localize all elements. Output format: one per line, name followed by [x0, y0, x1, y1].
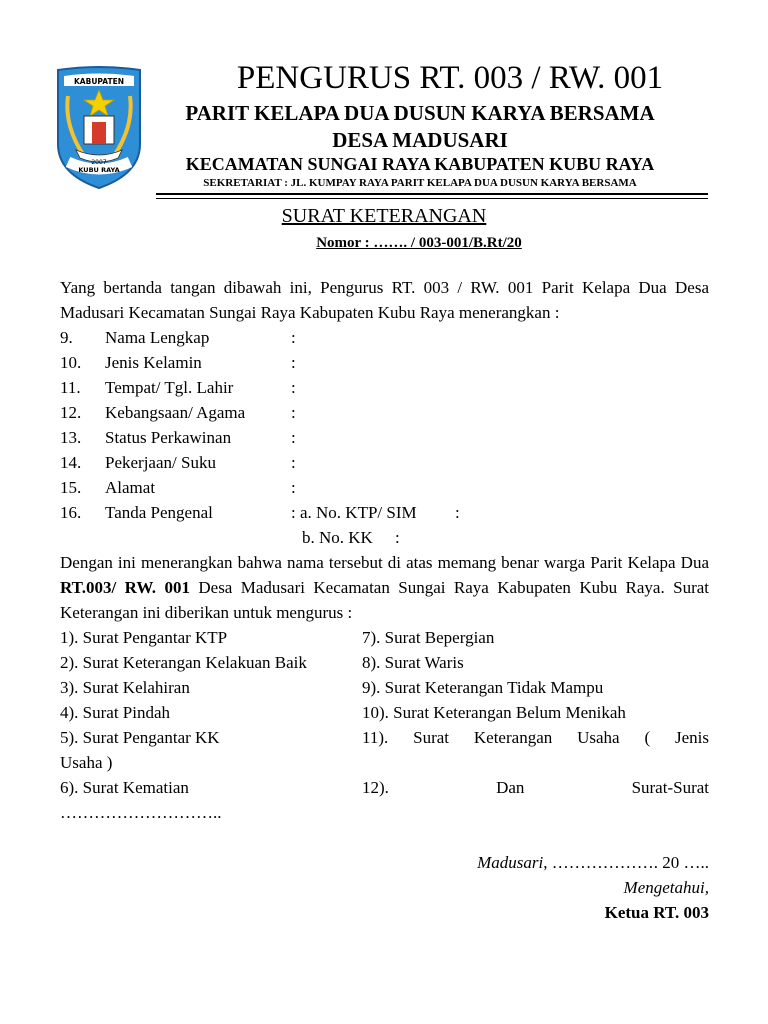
purpose-word: Usaha — [577, 728, 620, 747]
date-placeholder: , ………………. 20 ….. — [543, 853, 709, 872]
field-label: Jenis Kelamin — [105, 353, 202, 372]
field-number: 14. — [60, 453, 82, 472]
acknowledged-label: Mengetahui, — [623, 878, 709, 897]
place-city: Madusari — [477, 853, 544, 872]
field-number: 15. — [60, 478, 82, 497]
purpose-word: Surat — [413, 728, 450, 747]
signer-title: Ketua RT. 003 — [604, 903, 709, 922]
field-separator: : — [395, 528, 400, 547]
statement-rw: RW. 001 — [124, 578, 190, 597]
field-separator: : — [291, 328, 296, 347]
field-label: Status Perkawinan — [105, 428, 232, 447]
purpose-word: Dan — [496, 778, 525, 797]
field-number: 13. — [60, 428, 82, 447]
header-secretariat: SEKRETARIAT : JL. KUMPAY RAYA PARIT KELAPA DUA DUSUN KARYA BERSAMA — [203, 177, 637, 189]
organization-title: PENGURUS RT. 003 / RW. 001 — [236, 60, 664, 96]
field-number: 10. — [60, 353, 82, 372]
emblem-year: 2007 — [91, 159, 107, 166]
emblem-bottom-text: KUBU RAYA — [78, 166, 120, 174]
field-number: 11. — [60, 378, 81, 397]
purpose-word: Keterangan — [473, 728, 553, 747]
letter-number: Nomor : ……. / 003-001/B.Rt/20 — [316, 235, 522, 251]
statement-text: Desa Madusari Kecamatan Sungai Raya Kabupaten Kubu Raya. Surat Keterangan ini diberikan untuk mengurus : — [60, 578, 709, 622]
header-line-village: DESA MADUSARI — [332, 128, 508, 152]
field-separator: : — [291, 403, 296, 422]
purpose-item: 5). Surat Pengantar KK — [60, 728, 220, 747]
field-label: Tanda Pengenal — [105, 503, 213, 522]
kubu-raya-emblem — [54, 66, 144, 190]
purpose-item: 4). Surat Pindah — [60, 703, 171, 722]
purpose-word: Jenis — [674, 728, 709, 747]
purpose-item-11-continued: Usaha ) — [60, 753, 113, 772]
emblem-top-text: KABUPATEN — [74, 77, 124, 86]
purpose-item: 3). Surat Kelahiran — [60, 678, 190, 697]
purpose-word: 11). — [362, 728, 389, 747]
field-number: 16. — [60, 503, 82, 522]
purpose-item: 9). Surat Keterangan Tidak Mampu — [362, 678, 604, 697]
header-line-district: KECAMATAN SUNGAI RAYA KABUPATEN KUBU RAYA — [185, 154, 655, 174]
statement-paragraph — [60, 550, 709, 625]
field-separator: : — [291, 478, 296, 497]
field-number: 9. — [60, 328, 73, 347]
purpose-item: 10). Surat Keterangan Belum Menikah — [362, 703, 626, 722]
field-label: Nama Lengkap — [105, 328, 210, 347]
purpose-item-12-continued: ……………………….. — [60, 803, 222, 822]
purpose-word: Surat-Surat — [631, 778, 709, 797]
purpose-word: 12). — [362, 778, 389, 797]
field-label-kk: b. No. KK — [302, 528, 373, 547]
header-line-area: PARIT KELAPA DUA DUSUN KARYA BERSAMA — [185, 101, 655, 125]
field-label: Pekerjaan/ Suku — [105, 453, 216, 472]
header-divider-thick — [156, 193, 708, 195]
place-date — [360, 850, 709, 875]
purpose-item-12 — [362, 775, 709, 800]
field-label: Alamat — [105, 478, 156, 497]
field-separator-ktp: : a. No. KTP/ SIM — [291, 503, 417, 522]
field-separator: : — [291, 378, 296, 397]
letter-title: SURAT KETERANGAN — [281, 205, 487, 227]
purpose-item: 8). Surat Waris — [362, 653, 464, 672]
statement-text: Dengan ini menerangkan bahwa nama tersebut di atas memang benar warga Parit Kelapa Dua — [60, 553, 709, 572]
purpose-word: ( — [644, 728, 651, 747]
field-label: Tempat/ Tgl. Lahir — [105, 378, 234, 397]
field-label: Kebangsaan/ Agama — [105, 403, 246, 422]
field-number: 12. — [60, 403, 82, 422]
field-separator: : — [291, 428, 296, 447]
field-separator: : — [291, 453, 296, 472]
purpose-item: 2). Surat Keterangan Kelakuan Baik — [60, 653, 307, 672]
header-divider-thin — [156, 198, 708, 199]
intro-paragraph: Yang bertanda tangan dibawah ini, Pengurus RT. 003 / RW. 001 Parit Kelapa Dua Desa Madusari Kecamatan Sungai Raya Kabupaten Kubu Raya menerangkan : — [60, 278, 709, 322]
field-separator: : — [455, 503, 460, 522]
field-separator: : — [291, 353, 296, 372]
purpose-item: 1). Surat Pengantar KTP — [60, 628, 228, 647]
statement-rt: RT.003/ — [60, 578, 117, 597]
purpose-item-11 — [362, 725, 709, 750]
purpose-item: 6). Surat Kematian — [60, 778, 189, 797]
purpose-item: 7). Surat Bepergian — [362, 628, 495, 647]
